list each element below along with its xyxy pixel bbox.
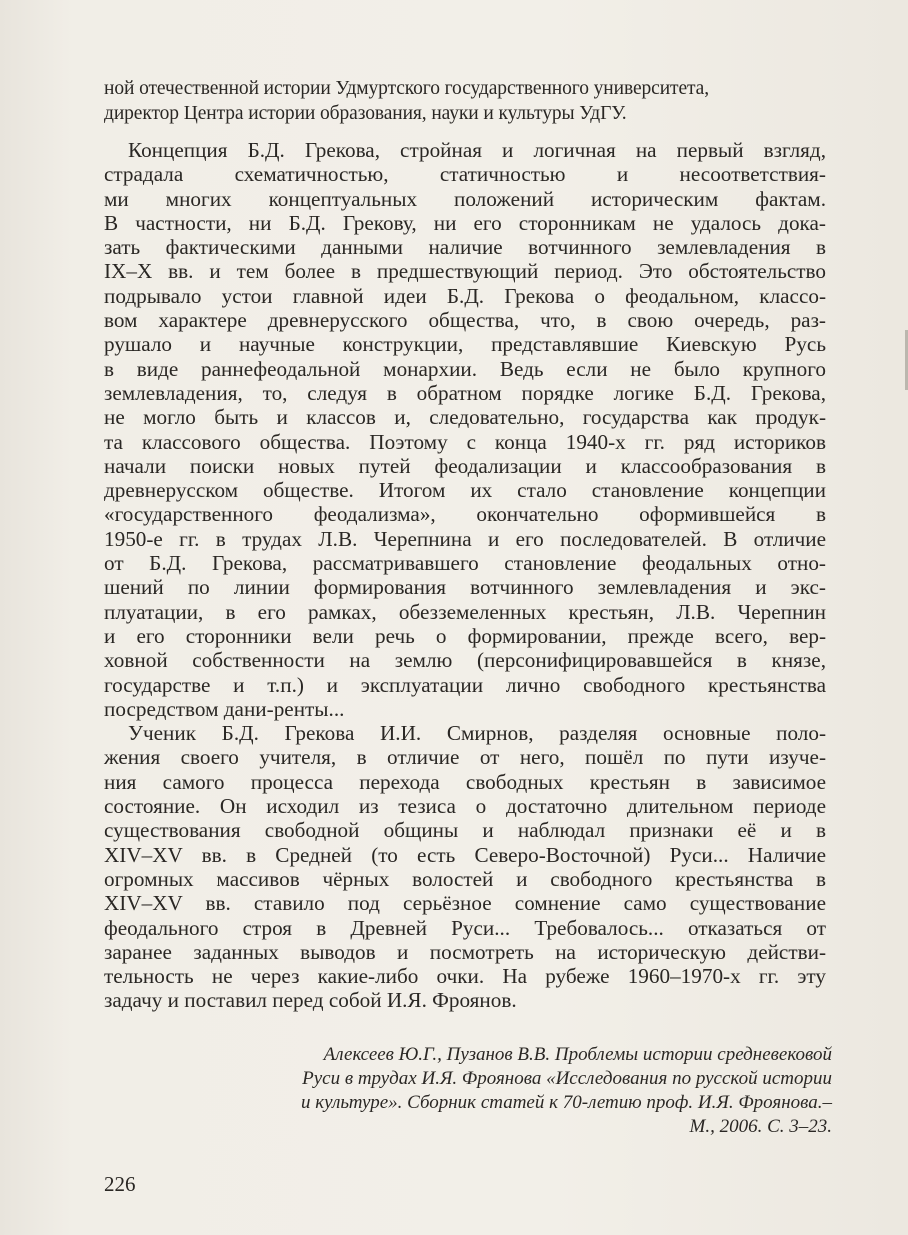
- paragraph-line: страдала схематичностью, статичностью и несоответствия-: [104, 162, 826, 187]
- paragraph-line: государстве и т.п.) и эксплуатации лично свободного крестьянства: [104, 672, 826, 697]
- paragraph-line: ния самого процесса перехода свободных крестьян в зависимое: [104, 769, 826, 794]
- paragraph-line: тельность не через какие-либо очки. На рубеже 1960–1970-х гг. эту: [104, 964, 826, 989]
- citation-line: и культуре». Сборник статей к 70-летию проф. И.Я. Фроянова.–: [301, 1092, 832, 1113]
- author-note-line: ной отечественной истории Удмуртского государственного университета,: [104, 78, 710, 99]
- citation-line: М., 2006. С. 3–23.: [689, 1116, 832, 1137]
- page-number: 226: [104, 1172, 136, 1196]
- paragraph-line: 1950-е гг. в трудах Л.В. Черепнина и его последователей. В отличие: [104, 526, 826, 551]
- paragraph-line: шений по линии формирования вотчинного землевладения и экс-: [104, 575, 826, 600]
- paragraph-line: Концепция Б.Д. Грекова, стройная и логичная на первый взгляд,: [128, 138, 826, 162]
- paragraph-line: существования свободной общины и наблюдал признаки её и в: [104, 818, 826, 843]
- paragraph-line: плуатации, в его рамках, обезземеленных крестьян, Л.В. Черепнин: [104, 599, 826, 624]
- paragraph-line: древнерусском обществе. Итогом их стало становление концепции: [104, 478, 826, 503]
- paragraph-line: IX–X вв. и тем более в предшествующий период. Это обстоятельство: [104, 259, 826, 284]
- citation: [172, 1043, 832, 1139]
- paragraph-line: состояние. Он исходил из тезиса о достаточно длительном периоде: [104, 794, 826, 819]
- paragraph-line: и его сторонники вели речь о формировании, прежде всего, вер-: [104, 623, 826, 648]
- paragraph-line: зать фактическими данными наличие вотчинного землевладения в: [104, 235, 826, 260]
- paragraph-line: «государственного феодализма», окончательно оформившейся в: [104, 502, 826, 527]
- paragraph-line: посредством дани-ренты...: [104, 696, 345, 721]
- paragraph-line: заранее заданных выводов и посмотреть на историческую действи-: [104, 939, 826, 964]
- author-note-line: директор Центра истории образования, науки и культуры УдГУ.: [104, 103, 627, 124]
- paragraph-line: от Б.Д. Грекова, рассматривавшего становление феодальных отно-: [104, 551, 826, 576]
- paragraph-line: рушало и научные конструкции, представлявшие Киевскую Русь: [104, 332, 826, 357]
- paragraph-line: вом характере древнерусского общества, что, в свою очередь, раз-: [104, 308, 826, 333]
- paragraph-line: Ученик Б.Д. Грекова И.И. Смирнов, разделяя основные поло-: [128, 721, 826, 746]
- paragraph-line: начали поиски новых путей феодализации и классообразования в: [104, 453, 826, 478]
- paragraph-line: жения своего учителя, в отличие от него, пошёл по пути изуче-: [104, 745, 826, 770]
- paragraph-line: подрывало устои главной идеи Б.Д. Грекова о феодальном, классо-: [104, 283, 826, 308]
- paragraph-line: ховной собственности на землю (персонифицировавшейся в князе,: [104, 648, 826, 673]
- paragraph-line: землевладения, то, следуя в обратном порядке логике Б.Д. Грекова,: [104, 380, 826, 405]
- citation-line: Руси в трудах И.Я. Фроянова «Исследования по русской истории: [302, 1068, 832, 1089]
- paragraph-line: в виде раннефеодальной монархии. Ведь если не было крупного: [104, 356, 826, 381]
- paragraph-line: феодального строя в Древней Руси... Требовалось... отказаться от: [104, 915, 826, 940]
- paragraph-line: В частности, ни Б.Д. Грекову, ни его сторонникам не удалось дока-: [104, 210, 826, 235]
- author-note: [104, 76, 824, 126]
- paragraph-line: огромных массивов чёрных волостей и свободного крестьянства в: [104, 866, 826, 891]
- body-text: [104, 138, 826, 1013]
- citation-line: Алексеев Ю.Г., Пузанов В.В. Проблемы истории средневековой: [323, 1044, 832, 1065]
- paragraph-line: та классового общества. Поэтому с конца 1940-х гг. ряд историков: [104, 429, 826, 454]
- paragraph-line: не могло быть и классов и, следовательно, государства как продук-: [104, 405, 826, 430]
- paragraph-line: задачу и поставил перед собой И.Я. Фроянов.: [104, 988, 517, 1013]
- paragraph-line: XIV–XV вв. ставило под серьёзное сомнение само существование: [104, 891, 826, 916]
- paragraph-line: XIV–XV вв. в Средней (то есть Северо-Восточной) Руси... Наличие: [104, 842, 826, 867]
- paragraph-line: ми многих концептуальных положений историческим фактам.: [104, 186, 826, 211]
